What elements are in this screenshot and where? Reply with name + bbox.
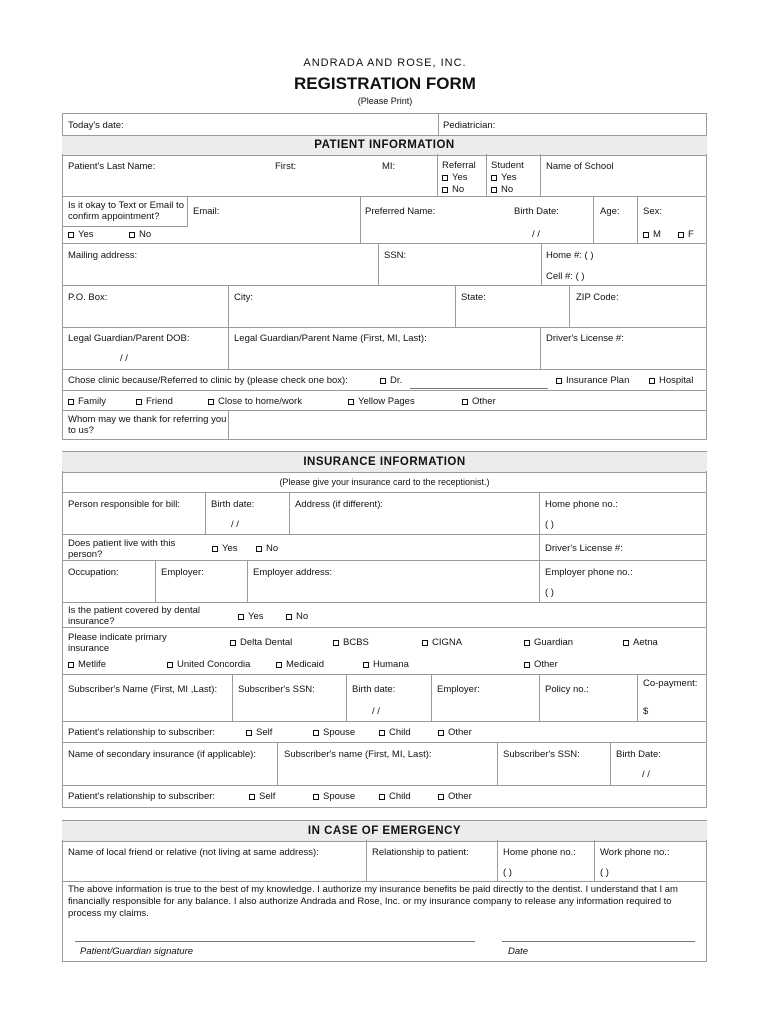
rel-self[interactable]: Self — [246, 727, 272, 738]
checkbox-icon[interactable] — [68, 662, 74, 668]
sex-label: Sex: — [643, 206, 663, 217]
mailing-address-label: Mailing address: — [68, 250, 138, 261]
checkbox-icon[interactable] — [167, 662, 173, 668]
relationship-label: Patient's relationship to subscriber: — [68, 727, 216, 738]
checkbox-icon[interactable] — [68, 232, 74, 238]
checkbox-icon[interactable] — [442, 187, 448, 193]
top-row — [62, 113, 707, 136]
checkbox-icon[interactable] — [643, 232, 649, 238]
checkbox-icon[interactable] — [249, 794, 255, 800]
checkbox-icon[interactable] — [363, 662, 369, 668]
checkbox-icon[interactable] — [462, 399, 468, 405]
emergency-home-paren: ( ) — [503, 867, 512, 878]
school-label: Name of School — [546, 161, 614, 172]
whom-thank-label: Whom may we thank for referring you to us? — [68, 414, 227, 436]
insurance-info-heading: INSURANCE INFORMATION — [303, 456, 466, 468]
ins-guardian[interactable]: Guardian — [524, 637, 573, 648]
rel2-self[interactable]: Self — [249, 791, 275, 802]
copay-dollar: $ — [643, 706, 649, 717]
resp-birth-slashes: / / — [231, 519, 239, 530]
checkbox-icon[interactable] — [556, 378, 562, 384]
checkbox-icon[interactable] — [649, 378, 655, 384]
secondary-ssn-label: Subscriber's SSN: — [503, 749, 580, 760]
local-friend-label: Name of local friend or relative (not living at same address): — [68, 847, 319, 858]
age-label: Age: — [600, 206, 620, 217]
checkbox-icon[interactable] — [438, 730, 444, 736]
chose-clinic-label: Chose clinic because/Referred to clinic by (please check one box): — [68, 375, 348, 386]
mi-label: MI: — [382, 161, 396, 172]
checkbox-icon[interactable] — [276, 662, 282, 668]
form-title: REGISTRATION FORM — [294, 74, 476, 93]
dental-covered-label: Is the patient covered by dental insurance? — [68, 605, 201, 627]
subscriber-ssn-label: Subscriber's SSN: — [238, 684, 315, 695]
last-name-label: Patient's Last Name: — [68, 161, 156, 172]
checkbox-icon[interactable] — [491, 187, 497, 193]
resp-phone-paren: ( ) — [545, 519, 554, 530]
chose-close[interactable]: Close to home/work — [208, 396, 302, 407]
emergency-home-phone-label: Home phone no.: — [503, 847, 576, 858]
subscriber-birth-slashes: / / — [372, 706, 380, 717]
form-subtitle: (Please Print) — [357, 96, 413, 106]
ins-aetna[interactable]: Aetna — [623, 637, 658, 648]
checkbox-icon[interactable] — [129, 232, 135, 238]
pediatrician-label: Pediatrician: — [443, 120, 496, 131]
checkbox-icon[interactable] — [286, 614, 292, 620]
emergency-work-paren: ( ) — [600, 867, 609, 878]
po-box-label: P.O. Box: — [68, 292, 108, 303]
ins-united[interactable]: United Concordia — [167, 659, 250, 670]
patient-info-heading: PATIENT INFORMATION — [314, 139, 455, 151]
policy-label: Policy no.: — [545, 684, 589, 695]
emergency-work-phone-label: Work phone no.: — [600, 847, 670, 858]
dental-no[interactable]: No — [286, 611, 308, 622]
signature-label: Patient/Guardian signature — [80, 946, 194, 957]
rel2-child[interactable]: Child — [379, 791, 411, 802]
sex-f[interactable]: F — [678, 229, 694, 240]
chose-friend[interactable]: Friend — [136, 396, 173, 407]
rel-spouse[interactable]: Spouse — [313, 727, 355, 738]
checkbox-icon[interactable] — [678, 232, 684, 238]
preferred-name-label: Preferred Name: — [365, 206, 436, 217]
subscriber-name-label: Subscriber's Name (First, MI ,Last): — [68, 684, 218, 695]
emergency-heading: IN CASE OF EMERGENCY — [307, 825, 462, 837]
ins-cigna[interactable]: CIGNA — [422, 637, 462, 648]
checkbox-icon[interactable] — [524, 662, 530, 668]
checkbox-icon[interactable] — [313, 730, 319, 736]
ins-humana[interactable]: Humana — [363, 659, 409, 670]
zip-label: ZIP Code: — [576, 292, 619, 303]
checkbox-icon[interactable] — [442, 175, 448, 181]
employer-label: Employer: — [161, 567, 204, 578]
dental-yes[interactable]: Yes — [238, 611, 264, 622]
date-label: Date — [508, 946, 529, 957]
student-no[interactable]: No — [491, 184, 513, 195]
chose-yellow-pages[interactable]: Yellow Pages — [348, 396, 415, 407]
live-with-no[interactable]: No — [256, 543, 278, 554]
authorization-statement: The above information is true to the best of my knowledge. I authorize my insurance benefits be paid directly to the dentist. I understand that I am financially responsible for any balance. I also authorize Andrada and Rose, Inc. or my insurance company to release any information required to process my claims. — [68, 884, 678, 919]
checkbox-icon[interactable] — [380, 378, 386, 384]
guardian-dob-slashes: / / — [120, 353, 128, 364]
rel2-spouse[interactable]: Spouse — [313, 791, 355, 802]
ssn-label: SSN: — [384, 250, 407, 261]
chose-dr[interactable]: Dr. — [380, 375, 402, 386]
resp-address-label: Address (if different): — [295, 499, 384, 510]
live-with-yes[interactable]: Yes — [212, 543, 238, 554]
checkbox-icon[interactable] — [230, 640, 236, 646]
employer-phone-label: Employer phone no.: — [545, 567, 633, 578]
text-ok-yes[interactable]: Yes — [68, 229, 94, 240]
checkbox-icon[interactable] — [256, 546, 262, 552]
referral-yes[interactable]: Yes — [442, 172, 468, 183]
checkbox-icon[interactable] — [313, 794, 319, 800]
checkbox-icon[interactable] — [438, 794, 444, 800]
emergency-band — [62, 820, 707, 842]
employer-phone-paren: ( ) — [545, 587, 554, 598]
birth-date-label: Birth Date: — [514, 206, 559, 217]
checkbox-icon[interactable] — [68, 399, 74, 405]
guardian-name-label: Legal Guardian/Parent Name (First, MI, Last): — [234, 333, 427, 344]
todays-date-label: Today's date: — [68, 120, 124, 131]
referral-label: Referral — [442, 160, 476, 171]
secondary-subscriber-label: Subscriber's name (First, MI, Last): — [284, 749, 432, 760]
cell-phone-label: Cell #: ( ) — [546, 271, 585, 282]
occupation-label: Occupation: — [68, 567, 119, 578]
resp-home-phone-label: Home phone no.: — [545, 499, 618, 510]
email-label: Email: — [193, 206, 220, 217]
secondary-insurance-label: Name of secondary insurance (if applicable): — [68, 749, 256, 760]
checkbox-icon[interactable] — [208, 399, 214, 405]
guardian-drivers-label: Driver's License #: — [546, 333, 624, 344]
chose-family[interactable]: Family — [68, 396, 106, 407]
copay-label: Co-payment: — [643, 678, 698, 689]
first-name-label: First: — [275, 161, 297, 172]
rel-child[interactable]: Child — [379, 727, 411, 738]
checkbox-icon[interactable] — [246, 730, 252, 736]
primary-insurance-label: Please indicate primary insurance — [68, 632, 167, 654]
ins-delta[interactable]: Delta Dental — [230, 637, 292, 648]
city-label: City: — [234, 292, 253, 303]
checkbox-icon[interactable] — [524, 640, 530, 646]
state-label: State: — [461, 292, 486, 303]
ins-metlife[interactable]: Metlife — [68, 659, 106, 670]
checkbox-icon[interactable] — [348, 399, 354, 405]
secondary-birth-slashes: / / — [642, 769, 650, 780]
sex-m[interactable]: M — [643, 229, 661, 240]
date-line[interactable] — [502, 941, 695, 942]
emergency-relationship-label: Relationship to patient: — [372, 847, 469, 858]
subscriber-birth-label: Birth date: — [352, 684, 396, 695]
student-yes[interactable]: Yes — [491, 172, 517, 183]
checkbox-icon[interactable] — [491, 175, 497, 181]
referral-no[interactable]: No — [442, 184, 464, 195]
checkbox-icon[interactable] — [379, 730, 385, 736]
checkbox-icon[interactable] — [136, 399, 142, 405]
secondary-birth-label: Birth Date: — [616, 749, 661, 760]
home-phone-label: Home #: ( ) — [546, 250, 594, 261]
insurance-subheading: (Please give your insurance card to the receptionist.) — [279, 477, 490, 487]
patient-info-band — [62, 135, 707, 156]
insurance-info-band — [62, 451, 707, 473]
checkbox-icon[interactable] — [422, 640, 428, 646]
responsible-label: Person responsible for bill: — [68, 499, 180, 510]
chose-other[interactable]: Other — [462, 396, 496, 407]
live-with-label: Does patient live with this person? — [68, 538, 176, 560]
checkbox-icon[interactable] — [212, 546, 218, 552]
checkbox-icon[interactable] — [623, 640, 629, 646]
checkbox-icon[interactable] — [379, 794, 385, 800]
text-email-question: Is it okay to Text or Email to confirm appointment? — [68, 200, 184, 222]
company-name: ANDRADA AND ROSE, INC. — [303, 57, 467, 69]
checkbox-icon[interactable] — [333, 640, 339, 646]
guardian-dob-label: Legal Guardian/Parent DOB: — [68, 333, 190, 344]
text-ok-no[interactable]: No — [129, 229, 151, 240]
resp-birth-date-label: Birth date: — [211, 499, 255, 510]
birth-date-slashes: / / — [532, 229, 540, 240]
student-label: Student — [491, 160, 524, 171]
signature-line[interactable] — [75, 941, 475, 942]
ins-bcbs[interactable]: BCBS — [333, 637, 369, 648]
chose-insurance-plan[interactable]: Insurance Plan — [556, 375, 629, 386]
ins-other[interactable]: Other — [524, 659, 558, 670]
relationship2-label: Patient's relationship to subscriber: — [68, 791, 216, 802]
rel-other[interactable]: Other — [438, 727, 472, 738]
chose-hospital[interactable]: Hospital — [649, 375, 693, 386]
resp-drivers-label: Driver's License #: — [545, 543, 623, 554]
subscriber-employer-label: Employer: — [437, 684, 480, 695]
rel2-other[interactable]: Other — [438, 791, 472, 802]
checkbox-icon[interactable] — [238, 614, 244, 620]
employer-address-label: Employer address: — [253, 567, 333, 578]
ins-medicaid[interactable]: Medicaid — [276, 659, 324, 670]
